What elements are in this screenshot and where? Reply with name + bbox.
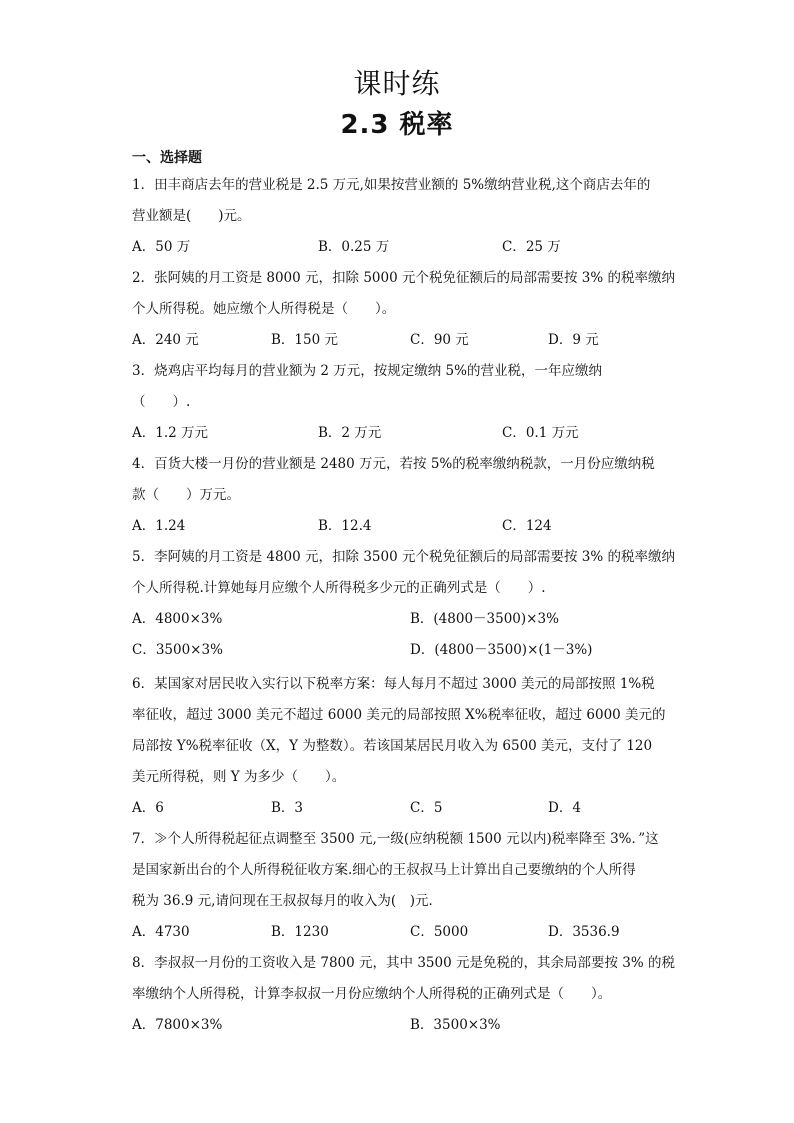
section-heading: 一、选择题	[132, 150, 202, 166]
question-3-line-1: 3．烧鸡店平均每月的营业额为 2 万元，按规定缴纳 5%的营业税，一年应缴纳	[132, 363, 602, 379]
question-5-option-b: B．(4800－3500)×3%	[410, 611, 559, 627]
question-6-line-3: 局部按 Y%税率征收（X，Y 为整数）。若该国某居民月收入为 6500 美元，支付了 120	[132, 738, 653, 754]
question-7-option-c: C．5000	[410, 924, 469, 940]
question-5-option-c: C．3500×3%	[132, 642, 223, 658]
question-2-option-d: D．9 元	[548, 332, 599, 348]
question-6-line-2: 率征收，超过 3000 美元不超过 6000 美元的局部按照 X%税率征收，超过 6000 美元的	[132, 707, 666, 723]
question-3-option-c: C．0.1 万元	[502, 425, 579, 441]
question-3-line-2: （ ）.	[132, 394, 191, 410]
question-7-option-a: A．4730	[132, 924, 190, 940]
question-3-option-b: B．2 万元	[318, 425, 382, 441]
question-4-option-a: A．1.24	[132, 518, 186, 534]
question-8-option-a: A．7800×3%	[132, 1017, 223, 1033]
question-6-option-d: D．4	[548, 800, 581, 816]
question-2-line-1: 2．张阿姨的月工资是 8000 元，扣除 5000 元个税免征额后的局部需要按 3% 的税率缴纳	[132, 270, 675, 286]
question-7-line-1: 7．≫个人所得税起征点调整至 3500 元,一级(应纳税额 1500 元以内)税率降至 3%．”这	[132, 831, 659, 847]
question-4-line-2: 款（ ）万元。	[132, 487, 240, 503]
question-7-line-2: 是国家新出台的个人所得税征收方案.细心的王叔叔马上计算出自己要缴纳的个人所得	[132, 862, 636, 878]
question-3-option-a: A．1.2 万元	[132, 425, 209, 441]
question-1-option-a: A．50 万	[132, 239, 191, 255]
question-1-option-c: C．25 万	[502, 239, 561, 255]
question-5-option-d: D．(4800－3500)×(1－3%)	[410, 642, 593, 658]
question-4-line-1: 4．百货大楼一月份的营业额是 2480 万元，若按 5%的税率缴纳税款，一月份应缴纳税	[132, 456, 655, 472]
question-1-line-2: 营业额是( )元。	[132, 208, 251, 224]
question-8-option-b: B．3500×3%	[410, 1017, 501, 1033]
question-2-line-2: 个人所得税。她应缴个人所得税是（ ）。	[132, 301, 396, 317]
question-4-option-b: B．12.4	[318, 518, 372, 534]
question-8-line-2: 率缴纳个人所得税，计算李叔叔一月份应缴纳个人所得税的正确列式是（ ）。	[132, 986, 612, 1002]
question-2-option-c: C．90 元	[410, 332, 469, 348]
question-6-option-a: A．6	[132, 800, 164, 816]
question-2-option-b: B．150 元	[271, 332, 338, 348]
question-5-option-a: A．4800×3%	[132, 611, 223, 627]
question-6-line-1: 6．某国家对居民收入实行以下税率方案：每人每月不超过 3000 美元的局部按照 1%税	[132, 676, 655, 692]
question-6-line-4: 美元所得税，则 Y 为多少（ ）。	[132, 769, 346, 785]
question-7-option-d: D．3536.9	[548, 924, 620, 940]
question-1-line-1: 1．田丰商店去年的营业税是 2.5 万元,如果按营业额的 5%缴纳营业税,这个商店去年的	[132, 177, 651, 193]
question-8-line-1: 8．李叔叔一月份的工资收入是 7800 元，其中 3500 元是免税的，其余局部要按 3% 的税	[132, 955, 675, 971]
question-1-option-b: B．0.25 万	[318, 239, 390, 255]
question-5-line-1: 5．李阿姨的月工资是 4800 元，扣除 3500 元个税免征额后的局部需要按 3% 的税率缴纳	[132, 549, 675, 565]
page-subtitle: 2.3 税率	[340, 110, 454, 140]
question-7-option-b: B．1230	[271, 924, 329, 940]
question-6-option-c: C．5	[410, 800, 443, 816]
question-7-line-3: 税为 36.9 元,请问现在王叔叔每月的收入为( )元．	[132, 893, 442, 909]
question-6-option-b: B．3	[271, 800, 304, 816]
question-4-option-c: C．124	[502, 518, 552, 534]
question-5-line-2: 个人所得税.计算她每月应缴个人所得税多少元的正确列式是（ ）.	[132, 580, 546, 596]
question-2-option-a: A．240 元	[132, 332, 199, 348]
page-title: 课时练	[353, 67, 441, 100]
